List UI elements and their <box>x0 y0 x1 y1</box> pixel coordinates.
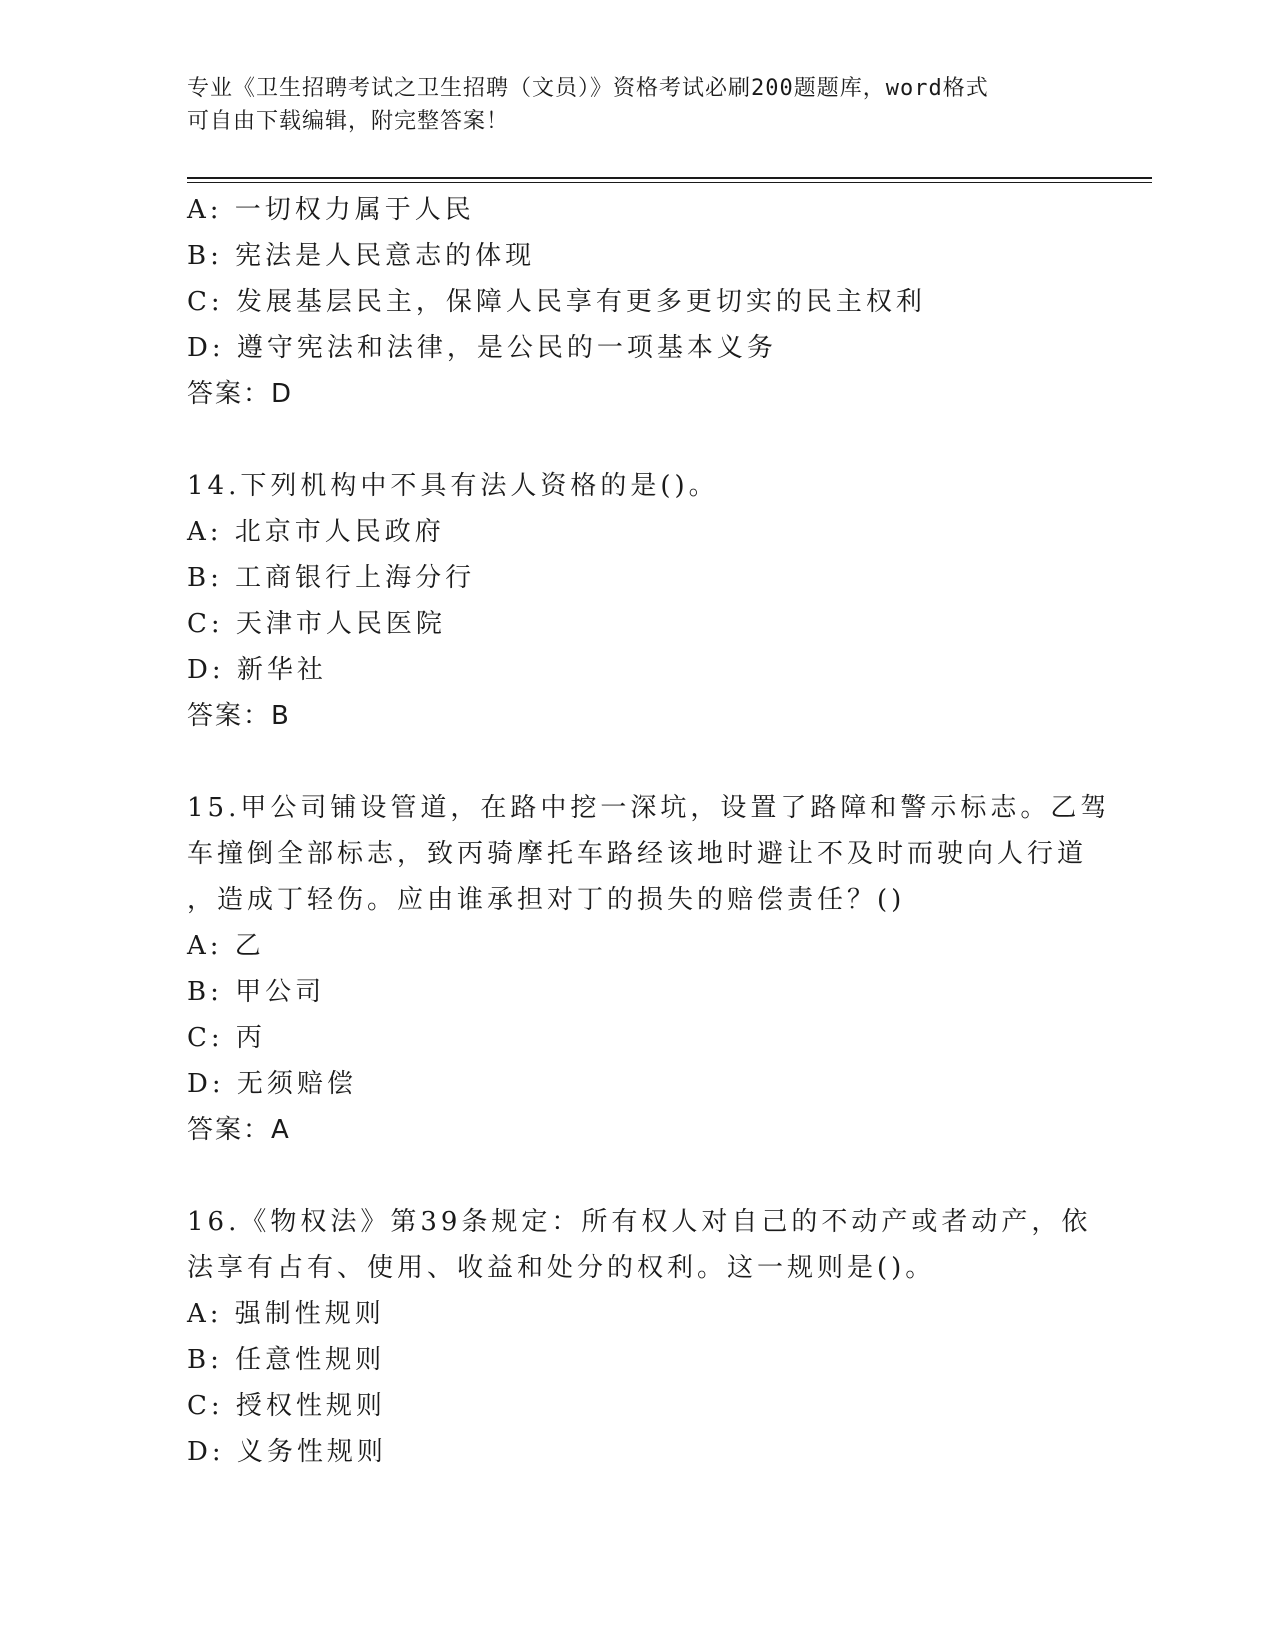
question-15 <box>187 785 1111 1153</box>
option-c: C: 天津市人民医院 <box>187 609 446 639</box>
option-d: D: 新华社 <box>187 655 327 685</box>
option-a: A: 强制性规则 <box>187 1299 385 1329</box>
question-stem: 14.下列机构中不具有法人资格的是()。 <box>187 471 719 501</box>
question-stem-line-1: 15.甲公司铺设管道，在路中挖一深坑，设置了路障和警示标志。乙驾 <box>187 793 1111 823</box>
option-d: D: 遵守宪法和法律，是公民的一项基本义务 <box>187 333 777 363</box>
option-c: C: 丙 <box>187 1023 266 1053</box>
spacer <box>187 417 1087 463</box>
question-stem-line-2: 法享有占有、使用、收益和处分的权利。这一规则是()。 <box>187 1253 936 1283</box>
option-b: B: 宪法是人民意志的体现 <box>187 241 536 271</box>
option-b: B: 甲公司 <box>187 977 326 1007</box>
option-c: C: 授权性规则 <box>187 1391 386 1421</box>
header-divider-thick <box>187 177 1152 179</box>
option-d: D: 无须赔偿 <box>187 1069 357 1099</box>
document-header <box>187 72 1087 138</box>
spacer <box>187 739 1087 785</box>
option-b: B: 工商银行上海分行 <box>187 563 476 593</box>
answer: 答案：B <box>187 701 291 731</box>
option-a: A: 乙 <box>187 931 265 961</box>
answer: 答案：D <box>187 379 294 409</box>
header-line-1: 专业《卫生招聘考试之卫生招聘（文员）》资格考试必刷200题题库，word格式 <box>187 76 989 101</box>
spacer <box>187 1153 1087 1199</box>
option-c: C: 发展基层民主，保障人民享有更多更切实的民主权利 <box>187 287 926 317</box>
option-a: A: 北京市人民政府 <box>187 517 445 547</box>
header-line-2: 可自由下载编辑，附完整答案！ <box>187 109 510 134</box>
option-d: D: 义务性规则 <box>187 1437 387 1467</box>
question-14 <box>187 463 1087 739</box>
question-stem-line-3: ，造成丁轻伤。应由谁承担对丁的损失的赔偿责任？() <box>187 885 906 915</box>
question-stem-line-2: 车撞倒全部标志，致丙骑摩托车路经该地时避让不及时而驶向人行道 <box>187 839 1088 869</box>
answer: 答案：A <box>187 1115 291 1145</box>
question-list <box>187 187 1111 1475</box>
question-13 <box>187 187 1087 417</box>
question-16 <box>187 1199 1092 1475</box>
option-b: B: 任意性规则 <box>187 1345 386 1375</box>
option-a: A: 一切权力属于人民 <box>187 195 475 225</box>
header-divider-thin <box>187 182 1152 183</box>
question-stem-line-1: 16.《物权法》第39条规定：所有权人对自己的不动产或者动产，依 <box>187 1207 1092 1237</box>
